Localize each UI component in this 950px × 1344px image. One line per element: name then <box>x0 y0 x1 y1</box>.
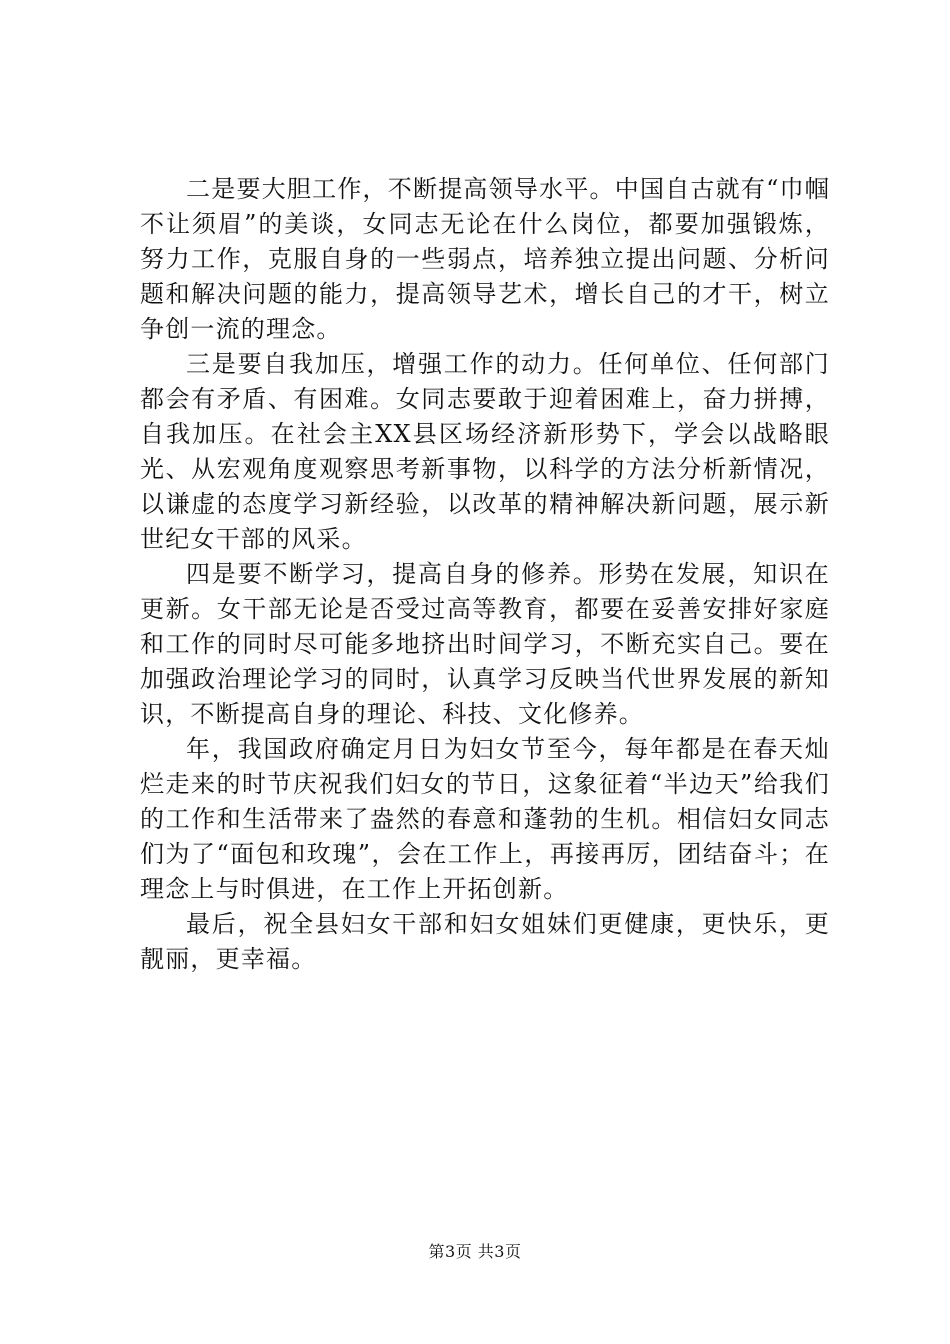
paragraph-womens-day: 年，我国政府确定月日为妇女节至今，每年都是在春天灿烂走来的时节庆祝我们妇女的节日，这象征着“半边天”给我们的工作和生活带来了盎然的春意和蓬勃的生机。相信妇女同志们为了“面包和玫瑰”，会在工作上，再接再厉，团结奋斗；在理念上与时俱进，在工作上开拓创新。 <box>140 735 830 903</box>
paragraph-learning: 四是要不断学习，提高自身的修养。形势在发展，知识在更新。女干部无论是否受过高等教育，都要在妥善安排好家庭和工作的同时尽可能多地挤出时间学习，不断充实自己。要在加强政治理论学习的同时，认真学习反映当代世界发展的新知识，不断提高自身的理论、科技、文化修养。 <box>140 560 830 728</box>
paragraph-closing-wishes: 最后，祝全县妇女干部和妇女姐妹们更健康，更快乐，更靓丽，更幸福。 <box>140 910 830 973</box>
page-number-footer: 第3页 共3页 <box>428 1242 522 1261</box>
body-text <box>140 172 830 977</box>
paragraph-leadership: 二是要大胆工作，不断提高领导水平。中国自古就有“巾帼不让须眉”的美谈，女同志无论在什么岗位，都要加强锻炼，努力工作，克服自身的一些弱点，培养独立提出问题、分析问题和解决问题的能力，提高领导艺术，增长自己的才干，树立争创一流的理念。 <box>140 175 830 343</box>
paragraph-self-pressure: 三是要自我加压，增强工作的动力。任何单位、任何部门都会有矛盾、有困难。女同志要敢于迎着困难上，奋力拼搏，自我加压。在社会主XX县区场经济新形势下，学会以战略眼光、从宏观角度观察思考新事物，以科学的方法分析新情况，以谦虚的态度学习新经验，以改革的精神解决新问题，展示新世纪女干部的风采。 <box>140 350 830 553</box>
